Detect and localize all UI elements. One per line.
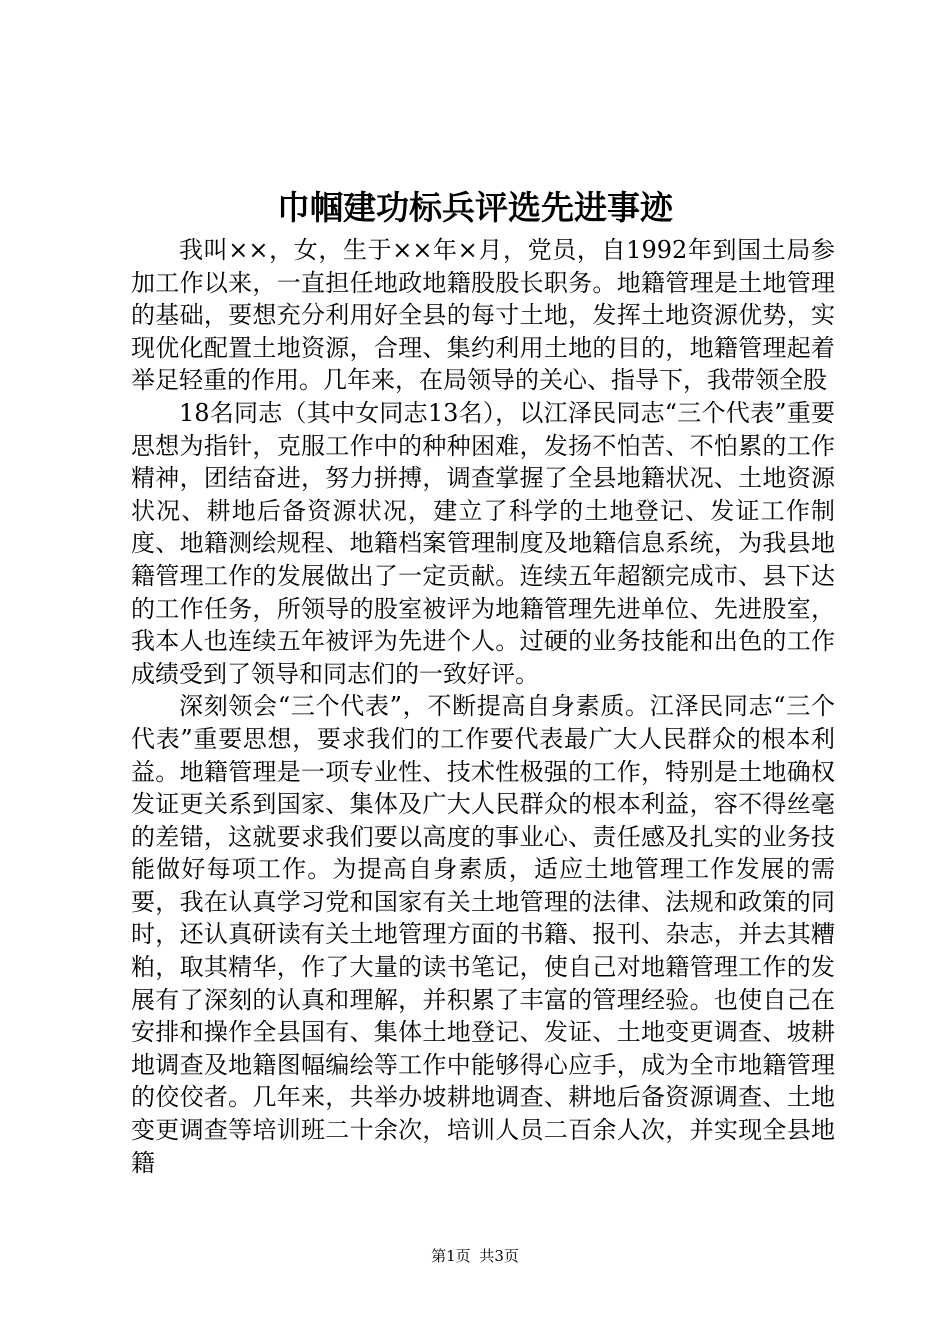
page-total: 共3页 xyxy=(479,1247,519,1265)
page-footer xyxy=(0,1246,950,1266)
paragraph-1: 我叫××，女，生于××年×月，党员，自1992年到国土局参加工作以来，一直担任地政地籍股股长职务。地籍管理是土地管理的基础，要想充分利用好全县的每寸土地，发挥土地资源优势，实现优化配置土地资源，合理、集约利用土地的目的，地籍管理起着举足轻重的作用。几年来，在局领导的关心、指导下，我带领全股 xyxy=(131,236,835,395)
paragraph-2: 18名同志（其中女同志13名），以江泽民同志“三个代表”重要思想为指针，克服工作中的种种困难，发扬不怕苦、不怕累的工作精神，团结奋进，努力拼搏，调查掌握了全县地籍状况、土地资源状况、耕地后备资源状况，建立了科学的土地登记、发证工作制度、地籍测绘规程、地籍档案管理制度及地籍信息系统，为我县地籍管理工作的发展做出了一定贡献。连续五年超额完成市、县下达的工作任务，所领导的股室被评为地籍管理先进单位、先进股室，我本人也连续五年被评为先进个人。过硬的业务技能和出色的工作成绩受到了领导和同志们的一致好评。 xyxy=(131,398,835,688)
document-body xyxy=(131,234,835,1179)
paragraph-3: 深刻领会“三个代表”，不断提高自身素质。江泽民同志“三个代表”重要思想，要求我们的工作要代表最广大人民群众的根本利益。地籍管理是一项专业性、技术性极强的工作，特别是土地确权发证更关系到国家、集体及广大人民群众的根本利益，容不得丝毫的差错，这就要求我们要以高度的事业心、责任感及扎实的业务技能做好每项工作。为提高自身素质，适应土地管理工作发展的需要，我在认真学习党和国家有关土地管理的法律、法规和政策的同时，还认真研读有关土地管理方面的书籍、报刊、杂志，并去其糟粕，取其精华，作了大量的读书笔记，使自己对地籍管理工作的发展有了深刻的认真和理解，并积累了丰富的管理经验。也使自己在安排和操作全县国有、集体土地登记、发证、土地变更调查、坡耕地调查及地籍图幅编绘等工作中能够得心应手，成为全市地籍管理的佼佼者。几年来，共举办坡耕地调查、耕地后备资源调查、土地变更调查等培训班二十余次，培训人员二百余人次，并实现全县地籍 xyxy=(131,692,835,1177)
document-title: 巾帼建功标兵评选先进事迹 xyxy=(277,188,673,227)
page-number: 第1页 xyxy=(431,1247,471,1265)
